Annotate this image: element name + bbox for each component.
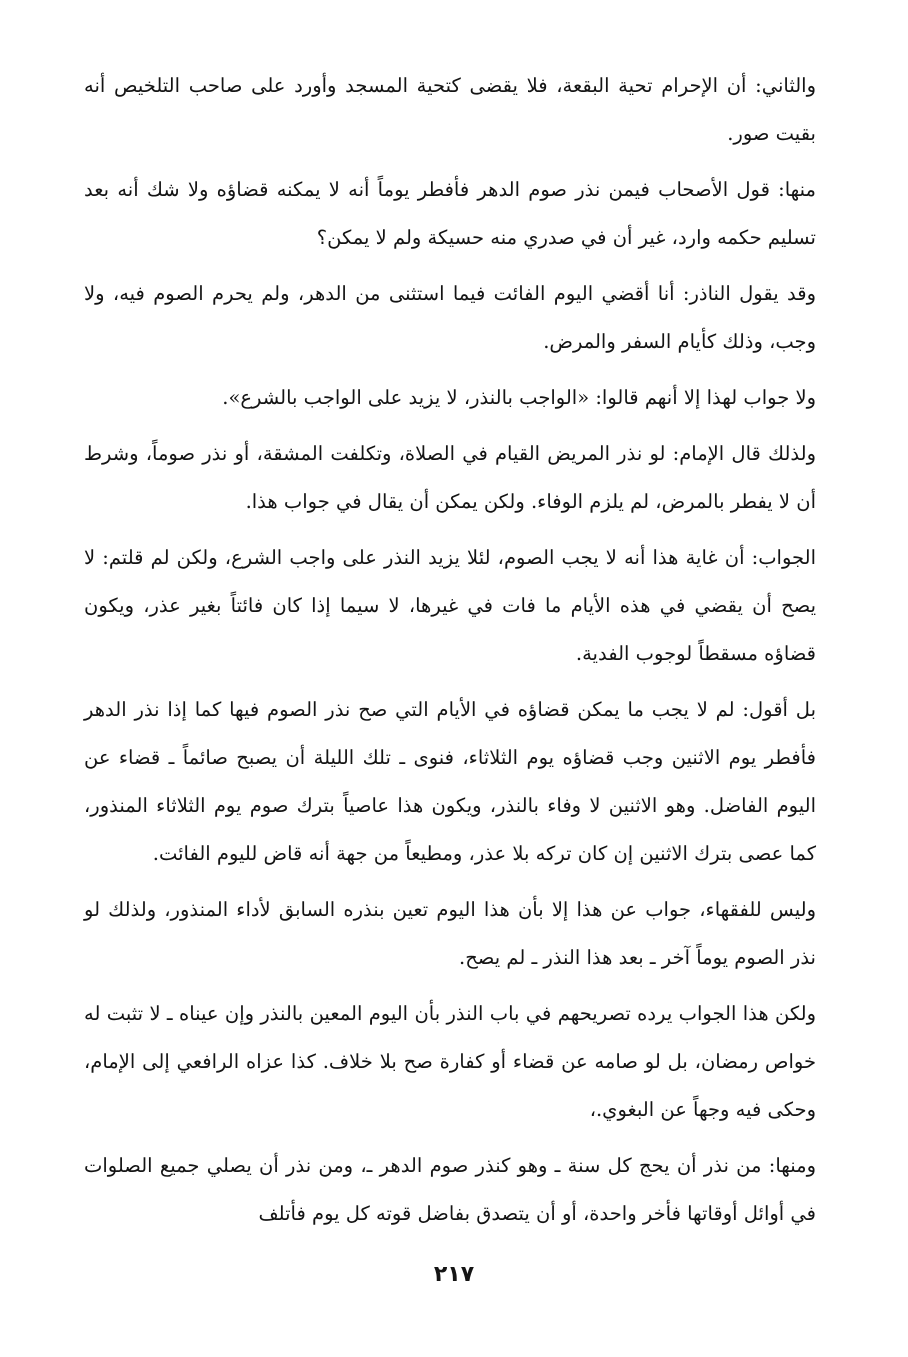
paragraph-10: ومنها: من نذر أن يحج كل سنة ـ وهو كنذر صوم الدهر ـ، ومن نذر أن يصلي جميع الصلوات في أوائل أوقاتها فأخر واحدة، أو أن يتصدق بفاضل قوته كل يوم فأتلف — [84, 1154, 816, 1225]
page-body-text — [84, 62, 816, 1246]
page-number: ٢١٧ — [433, 1262, 475, 1287]
paragraph-8: وليس للفقهاء، جواب عن هذا إلا بأن هذا اليوم تعين بنذره السابق لأداء المنذور، ولذلك لو نذر الصوم يوماً آخر ـ بعد هذا النذر ـ لم يصح. — [84, 898, 816, 969]
paragraph-4: ولا جواب لهذا إلا أنهم قالوا: «الواجب بالنذر، لا يزيد على الواجب بالشرع». — [222, 386, 816, 409]
paragraph-1: والثاني: أن الإحرام تحية البقعة، فلا يقضى كتحية المسجد وأورد على صاحب التلخيص أنه بقيت صور. — [84, 74, 816, 145]
paragraph-9: ولكن هذا الجواب يرده تصريحهم في باب النذر بأن اليوم المعين بالنذر وإن عيناه ـ لا تثبت له خواص رمضان، بل لو صامه عن قضاء أو كفارة صح بلا خلاف. كذا عزاه الرافعي إلى الإمام، وحكى فيه وجهاً عن البغوي.، — [84, 1002, 816, 1121]
paragraph-3: وقد يقول الناذر: أنا أقضي اليوم الفائت فيما استثنى من الدهر، ولم يحرم الصوم فيه، ولا وجب، وذلك كأيام السفر والمرض. — [84, 282, 816, 353]
paragraph-7: بل أقول: لم لا يجب ما يمكن قضاؤه في الأيام التي صح نذر الصوم فيها كما إذا نذر الدهر فأفطر يوم الاثنين وجب قضاؤه يوم الثلاثاء، فنوى ـ تلك الليلة أن يصبح صائماً ـ قضاء عن اليوم الفاضل. وهو الاثنين لا وفاء بالنذر، ويكون هذا عاصياً بترك صوم يوم الثلاثاء المنذور، كما عصى بترك الاثنين إن كان تركه بلا عذر، ومطيعاً من جهة أنه قاض لليوم الفائت. — [84, 698, 816, 865]
paragraph-6: الجواب: أن غاية هذا أنه لا يجب الصوم، لئلا يزيد النذر على واجب الشرع، ولكن لم قلتم: لا يصح أن يقضي في هذه الأيام ما فات في غيرها، لا سيما إذا كان فائتاً بغير عذر، ويكون قضاؤه مسقطاً لوجوب الفدية. — [84, 546, 816, 665]
paragraph-5: ولذلك قال الإمام: لو نذر المريض القيام في الصلاة، وتكلفت المشقة، أو نذر صوماً، وشرط أن لا يفطر بالمرض، لم يلزم الوفاء. ولكن يمكن أن يقال في جواب هذا. — [84, 442, 816, 513]
paragraph-2: منها: قول الأصحاب فيمن نذر صوم الدهر فأفطر يوماً أنه لا يمكنه قضاؤه ولا شك أنه بعد تسليم حكمه وارد، غير أن في صدري منه حسيكة ولم لا يمكن؟ — [84, 178, 816, 249]
